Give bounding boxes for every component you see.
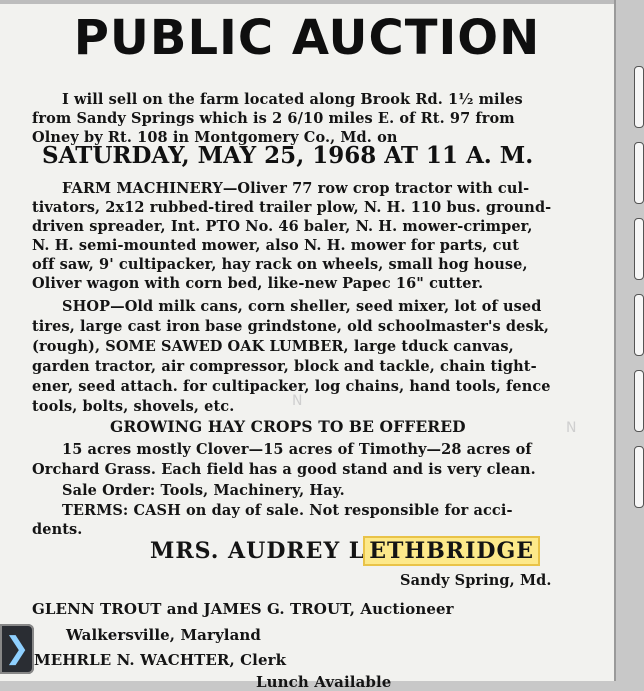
- intro-line: from Sandy Springs which is 2 6/10 miles E. of Rt. 97 from: [32, 110, 515, 127]
- auctioneer-location: Walkersville, Maryland: [66, 626, 261, 644]
- machinery-line: driven spreader, Int. PTO No. 46 baler, N. H. mower-crimper,: [32, 218, 533, 235]
- shop-line: garden tractor, air compressor, block and tackle, chain tight-: [32, 358, 537, 375]
- machinery-line: tivators, 2x12 rubbed-tired trailer plow, N. H. 110 bus. ground-: [32, 199, 552, 216]
- watermark-mark: N: [292, 393, 303, 409]
- machinery-line: N. H. semi-mounted mower, also N. H. mower for parts, cut: [32, 237, 519, 254]
- machinery-line: off saw, 9' cultipacker, hay rack on wheels, small hog house,: [32, 256, 528, 273]
- seller-name: [150, 538, 538, 564]
- sale-date: SATURDAY, MAY 25, 1968 AT 11 A. M.: [42, 142, 534, 169]
- watermark-mark: N: [566, 420, 577, 436]
- terms-line: TERMS: CASH on day of sale. Not responsible for acci-: [62, 502, 513, 519]
- side-tab[interactable]: [634, 294, 644, 356]
- side-tab[interactable]: [634, 66, 644, 128]
- next-page-button[interactable]: [0, 624, 34, 674]
- machinery-line: FARM MACHINERY—Oliver 77 row crop tractor with cul-: [62, 180, 530, 197]
- clerk: MEHRLE N. WACHTER, Clerk: [34, 651, 287, 669]
- search-highlight: ETHBRIDGE: [365, 538, 538, 564]
- hay-line: Orchard Grass. Each field has a good stand and is very clean.: [32, 461, 536, 478]
- shop-line: tools, bolts, shovels, etc.: [32, 398, 235, 415]
- shop-line: tires, large cast iron base grindstone, old schoolmaster's desk,: [32, 318, 550, 335]
- chevron-right-icon: ❯: [4, 631, 30, 666]
- machinery-line: Oliver wagon with corn bed, like-new Papec 16" cutter.: [32, 275, 484, 292]
- hay-heading: GROWING HAY CROPS TO BE OFFERED: [110, 417, 466, 436]
- terms-line: dents.: [32, 521, 83, 538]
- intro-line: Olney by Rt. 108 in Montgomery Co., Md. on: [32, 129, 398, 146]
- lunch-note: Lunch Available: [256, 673, 392, 691]
- seller-name-start: MRS. AUDREY L: [150, 538, 366, 564]
- side-tab[interactable]: [634, 370, 644, 432]
- side-tab[interactable]: [634, 446, 644, 508]
- sale-order-line: Sale Order: Tools, Machinery, Hay.: [62, 482, 345, 499]
- auctioneer: GLENN TROUT and JAMES G. TROUT, Auctioneer: [32, 600, 454, 618]
- shop-line: (rough), SOME SAWED OAK LUMBER, large tduck canvas,: [32, 338, 514, 355]
- side-tab[interactable]: [634, 218, 644, 280]
- clipping-top-border: [0, 0, 614, 4]
- shop-line: ener, seed attach. for cultipacker, log chains, hand tools, fence: [32, 378, 551, 395]
- headline: PUBLIC AUCTION: [73, 10, 541, 66]
- intro-line: I will sell on the farm located along Brook Rd. 1½ miles: [62, 91, 523, 108]
- shop-line: SHOP—Old milk cans, corn sheller, seed mixer, lot of used: [62, 298, 542, 315]
- seller-location: Sandy Spring, Md.: [400, 572, 552, 589]
- side-tab[interactable]: [634, 142, 644, 204]
- hay-line: 15 acres mostly Clover—15 acres of Timothy—28 acres of: [62, 441, 532, 458]
